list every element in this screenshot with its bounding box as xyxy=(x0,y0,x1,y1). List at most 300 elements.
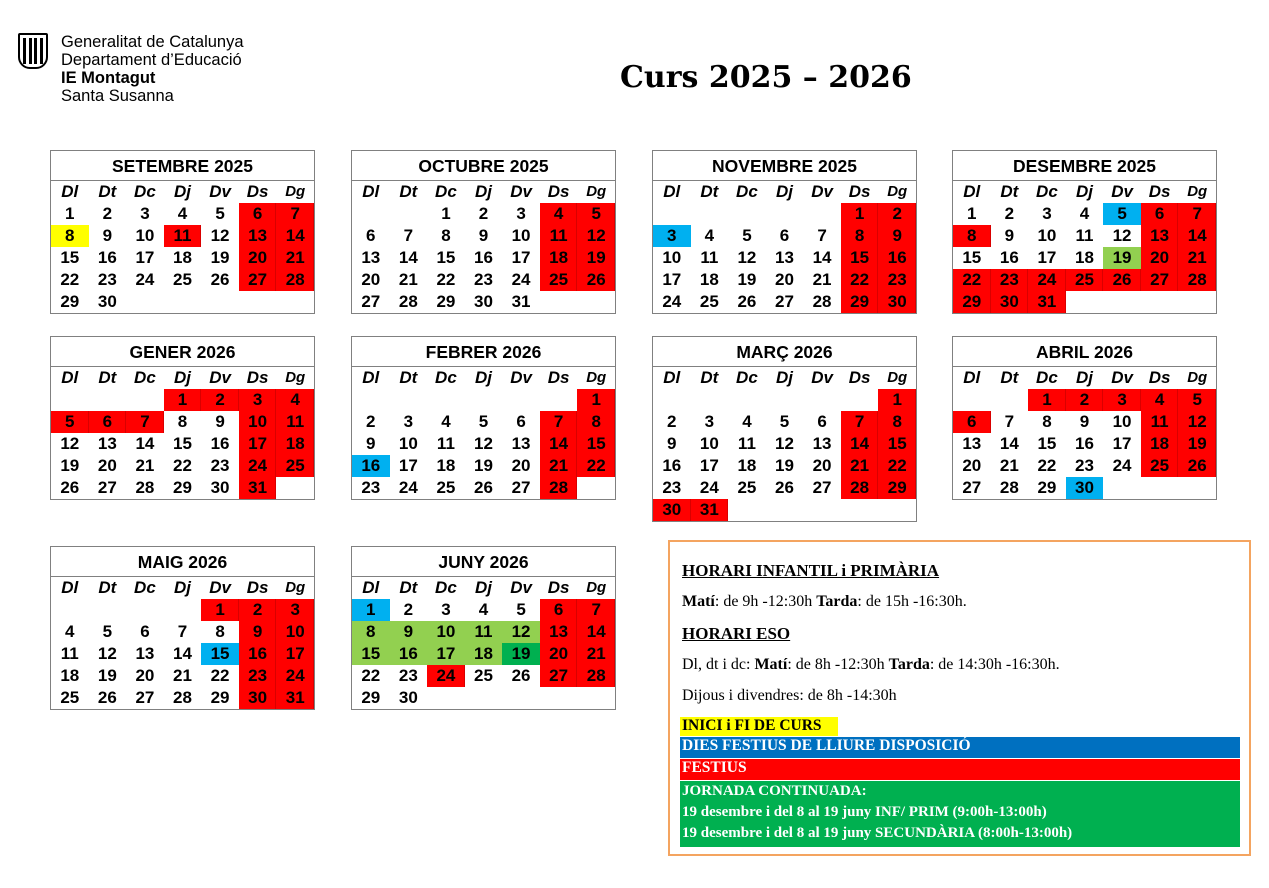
weekday-header: Dc xyxy=(134,182,156,201)
weekday-header: Dt xyxy=(700,182,719,201)
day-cell: 12 xyxy=(474,434,493,453)
day-cell: 4 xyxy=(441,412,451,431)
day-cell: 6 xyxy=(953,411,991,433)
day-cell: 29 xyxy=(953,291,991,313)
day-cell: 1 xyxy=(878,389,916,411)
day-cell: 10 xyxy=(239,411,277,433)
day-cell: 13 xyxy=(97,434,117,453)
day-cell: 27 xyxy=(1141,269,1179,291)
month-calendar xyxy=(952,150,1217,314)
day-cell: 5 xyxy=(779,412,790,431)
day-cell: 13 xyxy=(540,621,578,643)
day-cell: 13 xyxy=(775,248,794,267)
weekday-header: Dv xyxy=(1111,182,1133,201)
weekday-header: Dl xyxy=(61,368,79,387)
day-cell: 3 xyxy=(441,600,451,619)
day-cell: 24 xyxy=(276,665,314,687)
page-title: Curs 2025 – 2026 xyxy=(620,60,912,95)
day-cell: 14 xyxy=(276,225,314,247)
day-cell: 16 xyxy=(97,248,117,267)
weekday-header: Dl xyxy=(663,182,681,201)
day-cell: 2 xyxy=(239,599,277,621)
day-cell: 19 xyxy=(60,456,80,475)
day-cell: 16 xyxy=(662,456,682,475)
day-cell: 7 xyxy=(403,226,414,245)
day-cell: 29 xyxy=(841,291,879,313)
weekday-header: Dl xyxy=(963,182,981,201)
day-cell: 29 xyxy=(878,477,916,499)
day-cell: 27 xyxy=(135,688,155,707)
day-cell: 17 xyxy=(398,456,418,475)
day-cell: 12 xyxy=(210,226,230,245)
day-cell: 2 xyxy=(201,389,239,411)
legend-festius: FESTIUS xyxy=(680,759,1240,780)
day-cell: 17 xyxy=(1037,248,1057,267)
day-cell: 7 xyxy=(1178,203,1216,225)
weekday-header: Dj xyxy=(474,578,492,597)
day-cell: 31 xyxy=(276,687,314,709)
day-cell: 26 xyxy=(474,478,493,497)
weekday-header: Dc xyxy=(736,182,758,201)
day-cell: 21 xyxy=(276,247,314,269)
legend-inici-fi: INICI i FI DE CURS xyxy=(680,717,838,736)
day-cell: 13 xyxy=(1141,225,1179,247)
day-cell: 28 xyxy=(999,478,1019,497)
day-cell: 24 xyxy=(239,455,277,477)
day-cell: 8 xyxy=(1042,412,1052,431)
day-cell: 31 xyxy=(1028,291,1066,313)
day-cell: 25 xyxy=(737,478,757,497)
month-title: FEBRER 2026 xyxy=(352,337,615,367)
day-cell: 20 xyxy=(135,666,155,685)
day-cell: 10 xyxy=(511,226,531,245)
weekday-header: Dj xyxy=(1075,368,1093,387)
weekday-header: Dt xyxy=(399,368,418,387)
day-cell: 19 xyxy=(210,248,230,267)
day-cell: 23 xyxy=(361,478,381,497)
day-cell: 21 xyxy=(841,455,879,477)
weekday-header: Dc xyxy=(435,578,457,597)
day-cell: 1 xyxy=(577,389,615,411)
day-cell: 27 xyxy=(239,269,277,291)
month-title: MAIG 2026 xyxy=(51,547,314,577)
weekday-header: Dj xyxy=(474,368,492,387)
weekday-header: Dc xyxy=(1036,368,1058,387)
day-cell: 27 xyxy=(361,292,381,311)
day-cell: 26 xyxy=(737,292,757,311)
day-cell: 26 xyxy=(60,478,80,497)
day-cell: 20 xyxy=(812,456,832,475)
day-cell: 19 xyxy=(737,270,757,289)
weekday-header: Dl xyxy=(362,182,380,201)
day-cell: 9 xyxy=(878,225,916,247)
day-cell: 26 xyxy=(511,666,531,685)
day-cell: 25 xyxy=(474,666,493,685)
weekday-header: Dj xyxy=(173,368,191,387)
day-cell: 4 xyxy=(1141,389,1179,411)
month-calendar xyxy=(351,150,616,314)
day-cell: 1 xyxy=(967,204,977,223)
day-cell: 9 xyxy=(1079,412,1090,431)
weekday-header: Dc xyxy=(736,368,758,387)
day-cell: 19 xyxy=(474,456,493,475)
weekday-header: Dv xyxy=(510,578,532,597)
day-cell: 30 xyxy=(97,292,117,311)
day-cell: 20 xyxy=(962,456,982,475)
empty-cell xyxy=(766,203,804,225)
month-calendar xyxy=(351,546,616,710)
day-cell: 18 xyxy=(1141,433,1179,455)
day-cell: 29 xyxy=(173,478,192,497)
day-cell: 13 xyxy=(239,225,277,247)
day-cell: 8 xyxy=(577,411,615,433)
day-cell: 30 xyxy=(991,291,1029,313)
day-cell: 31 xyxy=(511,292,531,311)
day-cell: 18 xyxy=(60,666,80,685)
day-cell: 4 xyxy=(177,204,188,223)
day-cell: 3 xyxy=(140,204,150,223)
weekday-header: Dl xyxy=(963,368,981,387)
weekday-header: Ds xyxy=(547,368,570,387)
day-cell: 26 xyxy=(577,269,615,291)
day-cell: 18 xyxy=(276,433,314,455)
day-cell: 2 xyxy=(1004,204,1015,223)
day-cell: 24 xyxy=(1112,456,1132,475)
day-cell: 29 xyxy=(1037,478,1057,497)
weekday-header: Dj xyxy=(1075,182,1093,201)
month-title: MARÇ 2026 xyxy=(653,337,916,367)
day-cell: 22 xyxy=(361,666,381,685)
day-cell: 7 xyxy=(1004,412,1015,431)
weekday-header: Dc xyxy=(435,182,457,201)
weekday-header: Dv xyxy=(209,182,231,201)
weekday-header: Dv xyxy=(209,368,231,387)
day-cell: 10 xyxy=(699,434,719,453)
day-cell: 5 xyxy=(1103,203,1141,225)
day-cell: 11 xyxy=(465,621,503,643)
day-cell: 16 xyxy=(878,247,916,269)
day-cell: 7 xyxy=(276,203,314,225)
day-cell: 26 xyxy=(1103,269,1141,291)
day-cell: 7 xyxy=(841,411,879,433)
day-cell: 25 xyxy=(60,688,80,707)
day-cell: 28 xyxy=(577,665,615,687)
day-cell: 21 xyxy=(1178,247,1216,269)
day-cell: 16 xyxy=(999,248,1019,267)
weekday-header: Dl xyxy=(61,182,79,201)
empty-cell xyxy=(728,389,766,411)
empty-cell xyxy=(691,203,729,225)
day-cell: 19 xyxy=(577,247,615,269)
day-cell: 4 xyxy=(276,389,314,411)
weekday-header: Dj xyxy=(474,182,492,201)
generalitat-logo xyxy=(18,33,48,69)
day-cell: 10 xyxy=(1112,412,1132,431)
month-calendar xyxy=(952,336,1217,500)
weekday-header: Dt xyxy=(399,578,418,597)
weekday-header: Dg xyxy=(586,579,607,596)
day-cell: 14 xyxy=(577,621,615,643)
weekday-header: Dg xyxy=(285,183,306,200)
day-cell: 4 xyxy=(742,412,752,431)
day-cell: 19 xyxy=(775,456,794,475)
day-cell: 18 xyxy=(173,248,192,267)
weekday-header: Dg xyxy=(1187,183,1208,200)
day-cell: 21 xyxy=(135,456,155,475)
day-cell: 14 xyxy=(841,433,879,455)
school-name: IE Montagut xyxy=(61,69,156,87)
day-cell: 11 xyxy=(1075,226,1094,245)
day-cell: 22 xyxy=(878,455,916,477)
month-title: DESEMBRE 2025 xyxy=(953,151,1216,181)
day-cell: 2 xyxy=(478,204,489,223)
day-cell: 21 xyxy=(398,270,418,289)
day-cell: 23 xyxy=(991,269,1029,291)
empty-cell xyxy=(803,389,841,411)
day-cell: 2 xyxy=(878,203,916,225)
day-cell: 2 xyxy=(102,204,113,223)
day-cell: 24 xyxy=(135,270,155,289)
day-cell: 12 xyxy=(1178,411,1216,433)
day-cell: 27 xyxy=(97,478,117,497)
day-cell: 21 xyxy=(577,643,615,665)
day-cell: 17 xyxy=(511,248,531,267)
day-cell: 25 xyxy=(276,455,314,477)
day-cell: 17 xyxy=(699,456,719,475)
day-cell: 15 xyxy=(841,247,879,269)
day-cell: 22 xyxy=(173,456,192,475)
day-cell: 13 xyxy=(962,434,982,453)
day-cell: 12 xyxy=(775,434,794,453)
weekday-header: Ds xyxy=(1148,182,1171,201)
day-cell: 22 xyxy=(1037,456,1057,475)
day-cell: 6 xyxy=(516,412,526,431)
empty-cell xyxy=(352,203,390,225)
day-cell: 2 xyxy=(1066,389,1104,411)
month-title: SETEMBRE 2025 xyxy=(51,151,314,181)
day-cell: 12 xyxy=(60,434,80,453)
day-cell: 4 xyxy=(704,226,715,245)
day-cell: 29 xyxy=(436,292,456,311)
day-cell: 24 xyxy=(699,478,719,497)
weekday-header: Dt xyxy=(1000,368,1019,387)
day-cell: 18 xyxy=(737,456,757,475)
empty-cell xyxy=(352,389,390,411)
weekday-header: Dt xyxy=(1000,182,1019,201)
day-cell: 30 xyxy=(398,688,418,707)
day-cell: 18 xyxy=(540,247,578,269)
empty-cell xyxy=(653,389,691,411)
day-cell: 7 xyxy=(126,411,164,433)
day-cell: 20 xyxy=(97,456,117,475)
month-title: OCTUBRE 2025 xyxy=(352,151,615,181)
day-cell: 24 xyxy=(427,665,465,687)
empty-cell xyxy=(390,203,428,225)
day-cell: 10 xyxy=(1037,226,1057,245)
day-cell: 8 xyxy=(177,412,188,431)
day-cell: 19 xyxy=(1178,433,1216,455)
day-cell: 8 xyxy=(953,225,991,247)
weekday-header: Dc xyxy=(435,368,457,387)
weekday-header: Dg xyxy=(285,369,306,386)
weekday-header: Dc xyxy=(134,578,156,597)
day-cell: 5 xyxy=(102,622,113,641)
day-cell: 23 xyxy=(210,456,230,475)
weekday-header: Dg xyxy=(1187,369,1208,386)
weekday-header: Dv xyxy=(811,182,833,201)
day-cell: 10 xyxy=(662,248,682,267)
day-cell: 16 xyxy=(1075,434,1094,453)
weekday-header: Dj xyxy=(775,182,793,201)
day-cell: 20 xyxy=(361,270,381,289)
day-cell: 18 xyxy=(699,270,719,289)
day-cell: 27 xyxy=(962,478,982,497)
month-calendar xyxy=(50,546,315,710)
empty-cell xyxy=(841,389,879,411)
weekday-header: Dv xyxy=(209,578,231,597)
empty-cell xyxy=(653,203,691,225)
day-cell: 15 xyxy=(577,433,615,455)
day-cell: 1 xyxy=(201,599,239,621)
empty-cell xyxy=(89,599,127,621)
day-cell: 11 xyxy=(737,434,756,453)
day-cell: 8 xyxy=(51,225,89,247)
legend-heading-eso: HORARI ESO xyxy=(682,624,791,643)
day-cell: 1 xyxy=(352,599,390,621)
weekday-header: Ds xyxy=(246,368,269,387)
day-cell: 13 xyxy=(812,434,832,453)
day-cell: 30 xyxy=(878,291,916,313)
day-cell: 3 xyxy=(516,204,526,223)
day-cell: 9 xyxy=(215,412,225,431)
day-cell: 26 xyxy=(210,270,230,289)
day-cell: 22 xyxy=(60,270,80,289)
weekday-header: Ds xyxy=(547,182,570,201)
day-cell: 9 xyxy=(667,434,677,453)
weekday-header: Dg xyxy=(285,579,306,596)
day-cell: 12 xyxy=(737,248,757,267)
header-line2: Departament d’Educació xyxy=(61,51,242,69)
day-cell: 24 xyxy=(1028,269,1066,291)
day-cell: 5 xyxy=(516,600,526,619)
empty-cell xyxy=(51,599,89,621)
empty-cell xyxy=(953,389,991,411)
weekday-header: Dt xyxy=(98,578,117,597)
day-cell: 21 xyxy=(540,455,578,477)
day-cell: 14 xyxy=(812,248,832,267)
day-cell: 11 xyxy=(276,411,314,433)
weekday-header: Dj xyxy=(775,368,793,387)
day-cell: 10 xyxy=(398,434,418,453)
day-cell: 27 xyxy=(511,478,531,497)
month-title: GENER 2026 xyxy=(51,337,314,367)
day-cell: 11 xyxy=(436,434,455,453)
day-cell: 1 xyxy=(841,203,879,225)
day-cell: 22 xyxy=(577,455,615,477)
day-cell: 23 xyxy=(878,269,916,291)
month-calendar xyxy=(652,150,917,314)
day-cell: 15 xyxy=(201,643,239,665)
day-cell: 5 xyxy=(478,412,489,431)
weekday-header: Dt xyxy=(700,368,719,387)
day-cell: 1 xyxy=(1028,389,1066,411)
day-cell: 17 xyxy=(135,248,155,267)
day-cell: 9 xyxy=(390,621,428,643)
day-cell: 22 xyxy=(953,269,991,291)
day-cell: 21 xyxy=(812,270,832,289)
day-cell: 16 xyxy=(239,643,277,665)
day-cell: 11 xyxy=(164,225,202,247)
day-cell: 7 xyxy=(540,411,578,433)
day-cell: 15 xyxy=(1037,434,1057,453)
day-cell: 17 xyxy=(427,643,465,665)
weekday-header: Ds xyxy=(246,182,269,201)
weekday-header: Dg xyxy=(887,369,908,386)
day-cell: 23 xyxy=(662,478,682,497)
day-cell: 20 xyxy=(775,270,794,289)
day-cell: 17 xyxy=(1112,434,1132,453)
day-cell: 6 xyxy=(239,203,277,225)
day-cell: 10 xyxy=(135,226,155,245)
day-cell: 7 xyxy=(177,622,188,641)
day-cell: 23 xyxy=(239,665,277,687)
day-cell: 7 xyxy=(817,226,827,245)
day-cell: 28 xyxy=(540,477,578,499)
day-cell: 16 xyxy=(352,455,390,477)
day-cell: 3 xyxy=(653,225,691,247)
day-cell: 25 xyxy=(1141,455,1179,477)
empty-cell xyxy=(427,389,465,411)
day-cell: 3 xyxy=(239,389,277,411)
header xyxy=(18,33,244,105)
day-cell: 6 xyxy=(140,622,150,641)
day-cell: 6 xyxy=(89,411,127,433)
day-cell: 3 xyxy=(1103,389,1141,411)
weekday-header: Dv xyxy=(1111,368,1133,387)
day-cell: 31 xyxy=(691,499,729,521)
day-cell: 12 xyxy=(97,644,117,663)
empty-cell xyxy=(164,599,202,621)
day-cell: 8 xyxy=(878,411,916,433)
day-cell: 30 xyxy=(474,292,493,311)
day-cell: 17 xyxy=(276,643,314,665)
legend-heading-primary: HORARI INFANTIL i PRIMÀRIA xyxy=(682,561,940,580)
day-cell: 14 xyxy=(999,434,1019,453)
day-cell: 25 xyxy=(540,269,578,291)
town-name: Santa Susanna xyxy=(61,87,174,105)
day-cell: 28 xyxy=(812,292,832,311)
month-title: NOVEMBRE 2025 xyxy=(653,151,916,181)
day-cell: 24 xyxy=(511,270,531,289)
day-cell: 15 xyxy=(173,434,192,453)
legend-box xyxy=(668,540,1251,856)
day-cell: 25 xyxy=(436,478,456,497)
day-cell: 19 xyxy=(502,643,540,665)
day-cell: 8 xyxy=(441,226,451,245)
day-cell: 5 xyxy=(215,204,225,223)
day-cell: 25 xyxy=(699,292,719,311)
weekday-header: Dg xyxy=(586,369,607,386)
weekday-header: Dg xyxy=(887,183,908,200)
empty-cell xyxy=(126,389,164,411)
day-cell: 31 xyxy=(239,477,277,499)
weekday-header: Ds xyxy=(547,578,570,597)
weekday-header: Ds xyxy=(848,182,871,201)
empty-cell xyxy=(51,389,89,411)
day-cell: 18 xyxy=(436,456,456,475)
day-cell: 14 xyxy=(135,434,155,453)
weekday-header: Dl xyxy=(61,578,79,597)
